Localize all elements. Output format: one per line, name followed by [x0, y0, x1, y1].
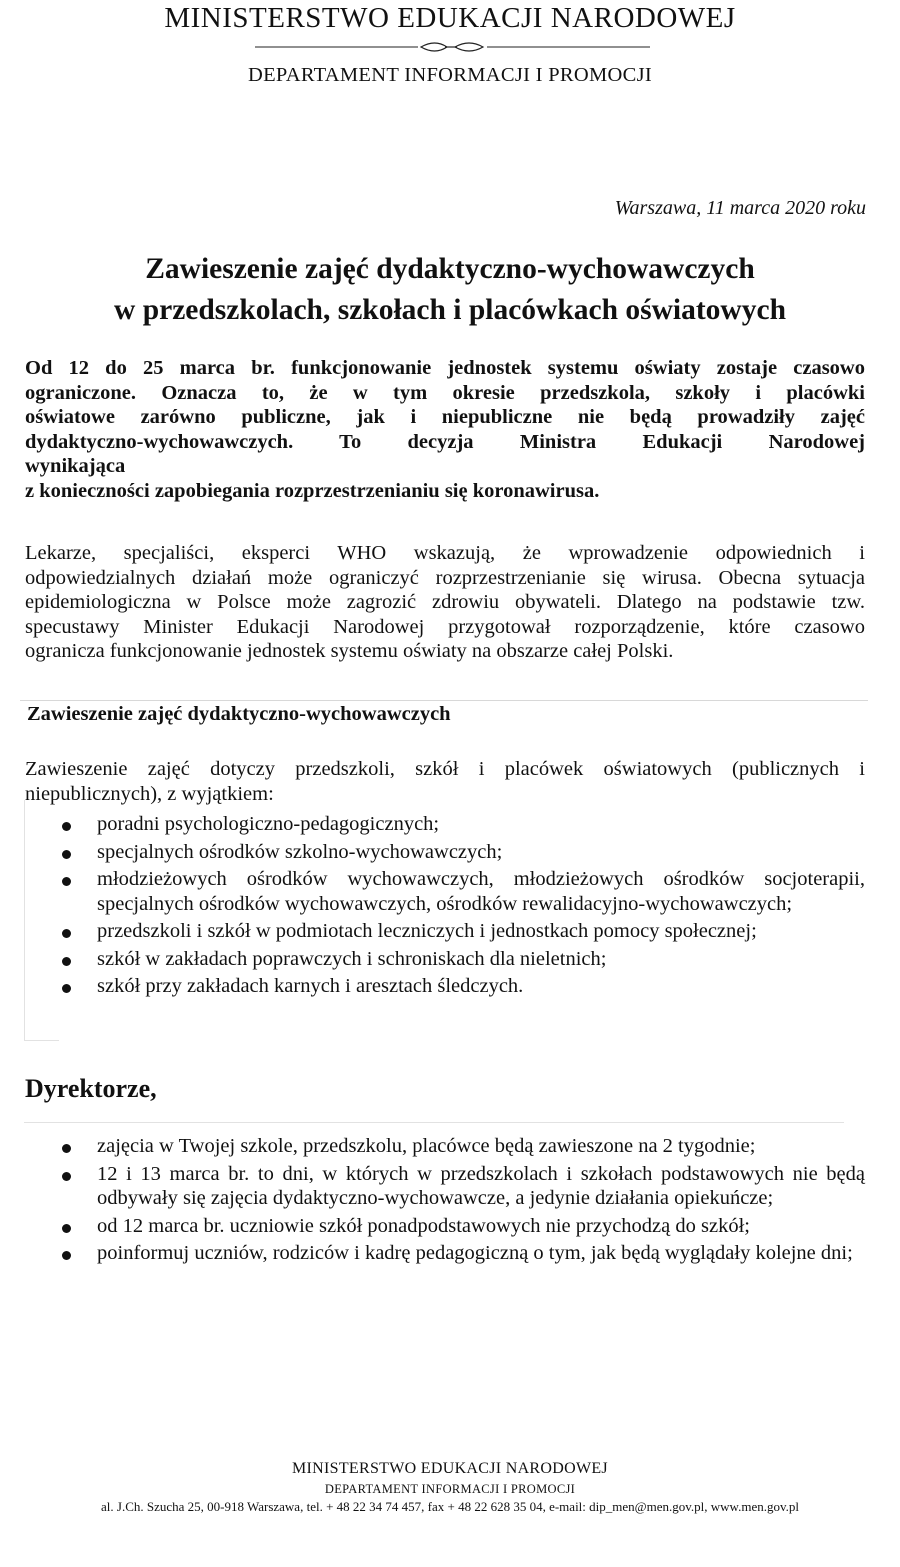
body-paragraph: [25, 541, 865, 664]
text-line: Lekarze, specjaliści, eksperci WHO wskazują, że wprowadzenie odpowiednich i: [25, 542, 865, 564]
list-item: przedszkoli i szkół w podmiotach leczniczych i jednostkach pomocy społecznej;: [25, 919, 865, 944]
bullet-icon: [62, 1251, 71, 1260]
list-item: specjalnych ośrodków szkolno-wychowawczych;: [25, 840, 865, 865]
footer-ministry: MINISTERSTWO EDUKACJI NARODOWEJ: [292, 1460, 608, 1477]
text-line: epidemiologiczna w Polsce może zagrozić zdrowiu obywateli. Dlatego na podstawie tzw.: [25, 591, 865, 613]
text-line: Od 12 do 25 marca br. funkcjonowanie jednostek systemu oświaty zostaje czasowo: [25, 357, 865, 379]
list-item: od 12 marca br. uczniowie szkół ponadpodstawowych nie przychodzą do szkół;: [25, 1214, 865, 1239]
list-item: 12 i 13 marca br. to dni, w których w przedszkolach i szkołach podstawowych nie będą odbywały się zajęcia dydaktyczno-wychowawcze, a jedynie działania opiekuńcze;: [25, 1162, 865, 1211]
exceptions-list: [25, 812, 865, 1002]
text-line: dydaktyczno-wychowawczych. To decyzja Ministra Edukacji Narodowej: [25, 430, 865, 453]
list-item: zajęcia w Twojej szkole, przedszkolu, placówce będą zawieszone na 2 tygodnie;: [25, 1134, 865, 1159]
title-line: w przedszkolach, szkołach i placówkach oświatowych: [114, 294, 786, 326]
text-line: z konieczności zapobiegania rozprzestrzenianiu się koronawirusa.: [25, 479, 600, 502]
lead-paragraph: [25, 356, 865, 503]
text-line: ogranicza funkcjonowanie jednostek systemu oświaty na obszarze całej Polski.: [25, 640, 674, 662]
footer-department: DEPARTAMENT INFORMACJI I PROMOCJI: [324, 1482, 576, 1496]
bullet-icon: [62, 1144, 71, 1153]
bullet-icon: [62, 929, 71, 938]
bullet-icon: [62, 850, 71, 859]
document-date: Warszawa, 11 marca 2020 roku: [614, 197, 866, 219]
list-item: poinformuj uczniów, rodziców i kadrę pedagogiczną o tym, jak będą wyglądały kolejne dni;: [25, 1241, 865, 1266]
text-line: ograniczone. Oznacza to, że w tym okresie przedszkola, szkoły i placówki: [25, 381, 865, 404]
list-item: poradni psychologiczno-pedagogicznych;: [25, 812, 865, 837]
list-item: szkół przy zakładach karnych i aresztach śledczych.: [25, 974, 865, 999]
document-title: [0, 249, 900, 331]
suspension-intro: [25, 757, 865, 806]
list-item: szkół w zakładach poprawczych i schroniskach dla nieletnich;: [25, 947, 865, 972]
bullet-icon: [62, 1172, 71, 1181]
text-line: odpowiedzialnych działań może ograniczyć rozprzestrzenianie się wirusa. Obecna sytuacja: [25, 566, 865, 589]
text-line: specustawy Minister Edukacji Narodowej przygotował rozporządzenie, które czasowo: [25, 615, 865, 638]
ministry-name: MINISTERSTWO EDUKACJI NARODOWEJ: [164, 2, 736, 34]
text-line: Zawieszenie zajęć dotyczy przedszkoli, szkół i placówek oświatowych (publicznych i: [25, 758, 865, 780]
text-line: niepublicznych), z wyjątkiem:: [25, 782, 274, 805]
bullet-icon: [62, 1224, 71, 1233]
bullet-icon: [62, 957, 71, 966]
bullet-icon: [62, 984, 71, 993]
list-item: młodzieżowych ośrodków wychowawczych, młodzieżowych ośrodków socjoterapii, specjalnych ośrodków wychowawczych, ośrodków rewalidacyjno-wychowawczych;: [25, 867, 865, 916]
text-line: oświatowe zarówno publiczne, jak i niepubliczne nie będą prowadziły zajęć: [25, 406, 865, 428]
text-line: wynikająca: [25, 455, 126, 477]
ornament-divider: [255, 36, 650, 58]
list-rule: [24, 1122, 844, 1123]
section-heading: Zawieszenie zajęć dydaktyczno-wychowawczych: [27, 703, 451, 725]
section-heading: Dyrektorze,: [25, 1074, 157, 1103]
section-divider: [20, 700, 868, 701]
department-name: DEPARTAMENT INFORMACJI I PROMOCJI: [248, 64, 652, 86]
title-line: Zawieszenie zajęć dydaktyczno-wychowawczych: [145, 253, 755, 285]
directors-list: [25, 1134, 865, 1269]
footer-contact: al. J.Ch. Szucha 25, 00-918 Warszawa, tel. + 48 22 34 74 457, fax + 48 22 628 35 04, e-mail: dip_men@men.gov.pl, www.men.gov.pl: [101, 1499, 799, 1514]
bullet-icon: [62, 877, 71, 886]
bullet-icon: [62, 822, 71, 831]
